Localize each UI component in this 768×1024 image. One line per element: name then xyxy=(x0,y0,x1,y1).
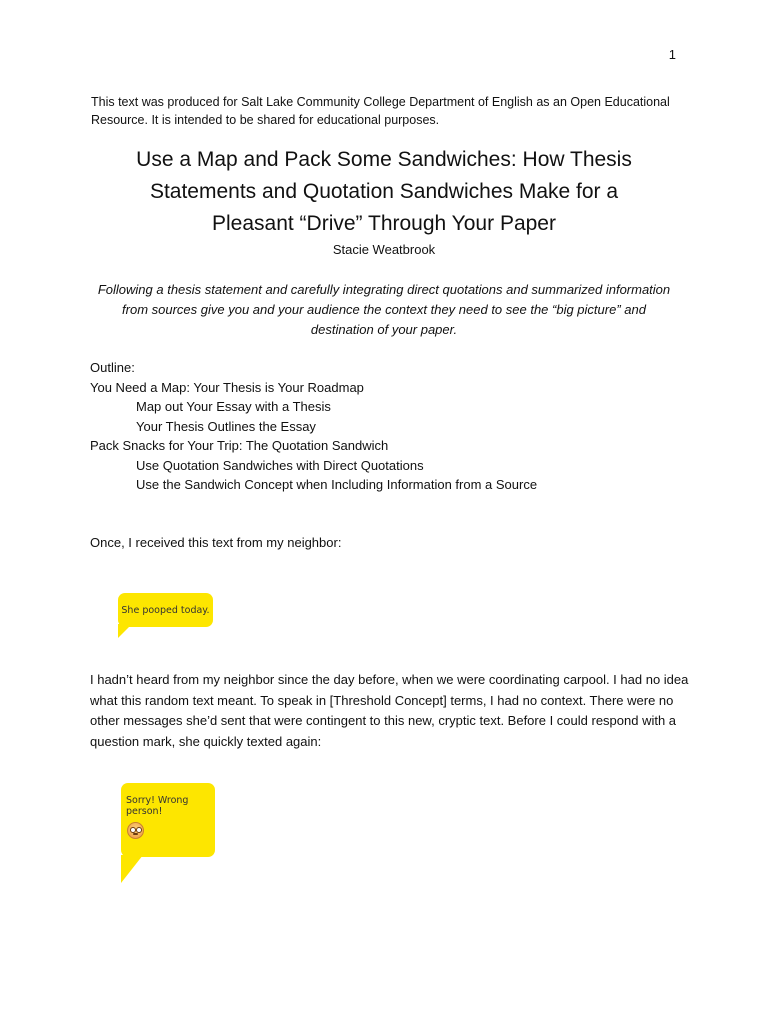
outline-heading: Outline: xyxy=(90,360,135,375)
outline-item: Pack Snacks for Your Trip: The Quotation Sandwich xyxy=(90,438,389,453)
bubble-tail-2 xyxy=(121,855,143,883)
document-title xyxy=(60,144,708,240)
emoji-mouth xyxy=(133,833,138,835)
bubble-tail-1 xyxy=(118,624,132,638)
paragraph-neighbor: I hadn’t heard from my neighbor since the day before, when we were coordinating carpool. I had no idea what this random text meant. To speak in [Threshold Concept] terms, I had no context. There were no other messages she’d sent that were contingent to this new, cryptic text. Before I could respond with a question mark, she quickly texted again: xyxy=(90,672,689,749)
flushed-face-emoji-icon xyxy=(127,822,144,839)
page-number: 1 xyxy=(668,47,676,62)
title-line-2: Statements and Quotation Sandwiches Make for a xyxy=(149,180,619,203)
text-message-bubble-1 xyxy=(118,593,213,627)
outline xyxy=(90,358,710,495)
title-line-1: Use a Map and Pack Some Sandwiches: How Thesis xyxy=(136,148,632,171)
message-text: Sorry! Wrong person! xyxy=(126,795,189,817)
outline-subitem: Map out Your Essay with a Thesis xyxy=(136,399,331,414)
title-line-3: Pleasant “Drive” Through Your Paper xyxy=(212,212,556,235)
outline-subitem: Your Thesis Outlines the Essay xyxy=(136,418,316,434)
message-text: She pooped today. xyxy=(121,604,210,616)
text-message-bubble-2 xyxy=(121,783,215,857)
outline-item: You Need a Map: Your Thesis is Your Roadmap xyxy=(90,379,364,395)
paragraph-intro: Once, I received this text from my neighbor: xyxy=(90,535,342,550)
outline-subitem: Use the Sandwich Concept when Including Information from a Source xyxy=(136,477,538,492)
author-name: Stacie Weatbrook xyxy=(332,242,436,257)
oer-notice: This text was produced for Salt Lake Community College Department of English as an Open Educational Resource. It is intended to be shared for educational purposes. xyxy=(91,95,670,127)
outline-subitem: Use Quotation Sandwiches with Direct Quotations xyxy=(136,457,424,473)
abstract: Following a thesis statement and carefully integrating direct quotations and summarized information from sources give you and your audience the context they need to see the “big picture” and destination of your paper. xyxy=(97,282,671,337)
